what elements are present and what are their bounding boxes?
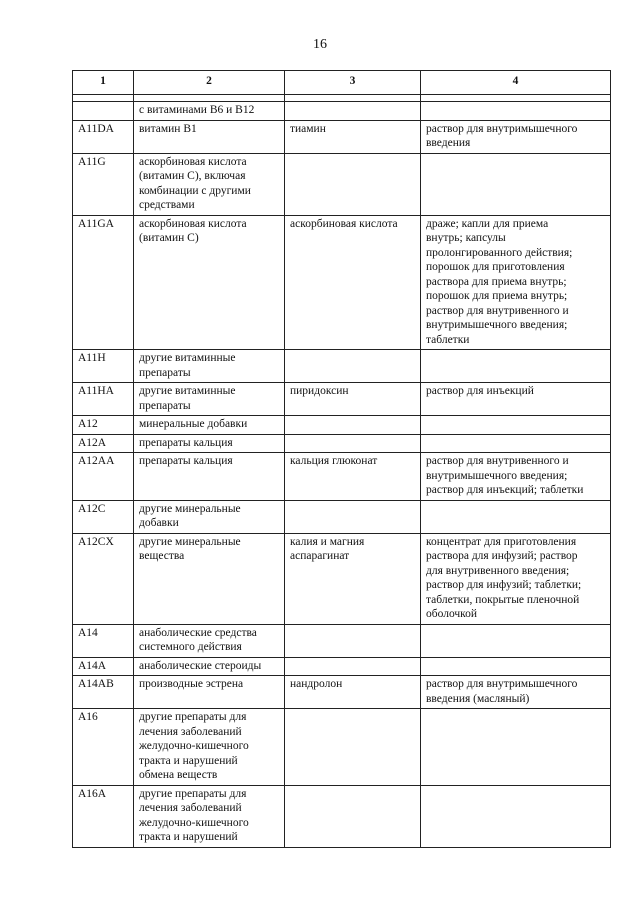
atc-code-cell: A16A bbox=[73, 785, 134, 847]
spacer-row bbox=[73, 95, 611, 102]
drug-name-cell: тиамин bbox=[285, 120, 421, 153]
atc-code-cell: A11G bbox=[73, 153, 134, 215]
column-header-3: 3 bbox=[285, 71, 421, 95]
drug-name-cell: аскорбиновая кислота bbox=[285, 215, 421, 350]
dosage-form-cell bbox=[421, 624, 611, 657]
table-row bbox=[73, 624, 611, 657]
anatomical-group-cell: минеральные добавки bbox=[134, 416, 285, 435]
table-row bbox=[73, 657, 611, 676]
drug-name-cell: калия и магния аспарагинат bbox=[285, 533, 421, 624]
table-row bbox=[73, 533, 611, 624]
atc-code-cell: A14 bbox=[73, 624, 134, 657]
drug-name-cell: нандролон bbox=[285, 676, 421, 709]
table-row bbox=[73, 785, 611, 847]
anatomical-group-cell: другие витаминные препараты bbox=[134, 350, 285, 383]
anatomical-group-cell: другие препараты для лечения заболеваний желудочно-кишечного тракта и нарушений bbox=[134, 785, 285, 847]
drug-name-cell bbox=[285, 102, 421, 121]
table-row bbox=[73, 383, 611, 416]
drug-name-cell bbox=[285, 657, 421, 676]
anatomical-group-cell: препараты кальция bbox=[134, 434, 285, 453]
dosage-form-cell bbox=[421, 657, 611, 676]
column-header-2: 2 bbox=[134, 71, 285, 95]
drug-name-cell bbox=[285, 416, 421, 435]
dosage-form-cell: драже; капли для приема внутрь; капсулы пролонгированного действия; порошок для приготовления раствора для приема внутрь; порошок для приема внутрь; раствор для внутривенного и внутримышечного введения; таблетки bbox=[421, 215, 611, 350]
page-number: 16 bbox=[313, 37, 327, 52]
table-header-row bbox=[73, 71, 611, 95]
spacer-cell bbox=[134, 95, 285, 102]
table-row bbox=[73, 153, 611, 215]
table-row bbox=[73, 676, 611, 709]
drug-name-cell bbox=[285, 434, 421, 453]
atc-code-cell: A11DA bbox=[73, 120, 134, 153]
anatomical-group-cell: другие препараты для лечения заболеваний желудочно-кишечного тракта и нарушений обмена веществ bbox=[134, 709, 285, 786]
atc-code-cell bbox=[73, 102, 134, 121]
spacer-cell bbox=[421, 95, 611, 102]
drug-name-cell bbox=[285, 500, 421, 533]
table-row bbox=[73, 416, 611, 435]
table-row bbox=[73, 350, 611, 383]
dosage-form-cell bbox=[421, 500, 611, 533]
table-row bbox=[73, 453, 611, 501]
anatomical-group-cell: аскорбиновая кислота (витамин С), включая комбинации с другими средствами bbox=[134, 153, 285, 215]
drug-name-cell: пиридоксин bbox=[285, 383, 421, 416]
atc-code-cell: A11HA bbox=[73, 383, 134, 416]
table-row bbox=[73, 709, 611, 786]
anatomical-group-cell: препараты кальция bbox=[134, 453, 285, 501]
table-row bbox=[73, 120, 611, 153]
dosage-form-cell: раствор для внутривенного и внутримышечного введения; раствор для инъекций; таблетки bbox=[421, 453, 611, 501]
dosage-form-cell: раствор для инъекций bbox=[421, 383, 611, 416]
atc-code-cell: A12C bbox=[73, 500, 134, 533]
drug-name-cell bbox=[285, 709, 421, 786]
dosage-form-cell bbox=[421, 709, 611, 786]
atc-code-cell: A12CX bbox=[73, 533, 134, 624]
anatomical-group-cell: другие витаминные препараты bbox=[134, 383, 285, 416]
table-body bbox=[73, 95, 611, 848]
dosage-form-cell: концентрат для приготовления раствора для инфузий; раствор для внутривенного введения; раствор для инфузий; таблетки; таблетки, покрытые пленочной оболочкой bbox=[421, 533, 611, 624]
table-row bbox=[73, 215, 611, 350]
atc-code-cell: A12AA bbox=[73, 453, 134, 501]
atc-code-cell: A14A bbox=[73, 657, 134, 676]
column-header-1: 1 bbox=[73, 71, 134, 95]
dosage-form-cell: раствор для внутримышечного введения bbox=[421, 120, 611, 153]
drug-table bbox=[72, 70, 611, 848]
spacer-cell bbox=[73, 95, 134, 102]
anatomical-group-cell: с витаминами В6 и В12 bbox=[134, 102, 285, 121]
dosage-form-cell bbox=[421, 350, 611, 383]
dosage-form-cell bbox=[421, 434, 611, 453]
anatomical-group-cell: анаболические стероиды bbox=[134, 657, 285, 676]
anatomical-group-cell: производные эстрена bbox=[134, 676, 285, 709]
anatomical-group-cell: анаболические средства системного действия bbox=[134, 624, 285, 657]
drug-name-cell: кальция глюконат bbox=[285, 453, 421, 501]
atc-code-cell: A14AB bbox=[73, 676, 134, 709]
anatomical-group-cell: другие минеральные добавки bbox=[134, 500, 285, 533]
atc-code-cell: A11H bbox=[73, 350, 134, 383]
anatomical-group-cell: другие минеральные вещества bbox=[134, 533, 285, 624]
column-header-4: 4 bbox=[421, 71, 611, 95]
atc-code-cell: A12A bbox=[73, 434, 134, 453]
anatomical-group-cell: аскорбиновая кислота (витамин С) bbox=[134, 215, 285, 350]
table-row bbox=[73, 102, 611, 121]
drug-name-cell bbox=[285, 350, 421, 383]
drug-name-cell bbox=[285, 153, 421, 215]
dosage-form-cell bbox=[421, 416, 611, 435]
table-row bbox=[73, 434, 611, 453]
dosage-form-cell: раствор для внутримышечного введения (масляный) bbox=[421, 676, 611, 709]
dosage-form-cell bbox=[421, 102, 611, 121]
atc-code-cell: A11GA bbox=[73, 215, 134, 350]
dosage-form-cell bbox=[421, 785, 611, 847]
anatomical-group-cell: витамин В1 bbox=[134, 120, 285, 153]
table-row bbox=[73, 500, 611, 533]
drug-name-cell bbox=[285, 624, 421, 657]
drug-name-cell bbox=[285, 785, 421, 847]
spacer-cell bbox=[285, 95, 421, 102]
dosage-form-cell bbox=[421, 153, 611, 215]
atc-code-cell: A12 bbox=[73, 416, 134, 435]
atc-code-cell: A16 bbox=[73, 709, 134, 786]
